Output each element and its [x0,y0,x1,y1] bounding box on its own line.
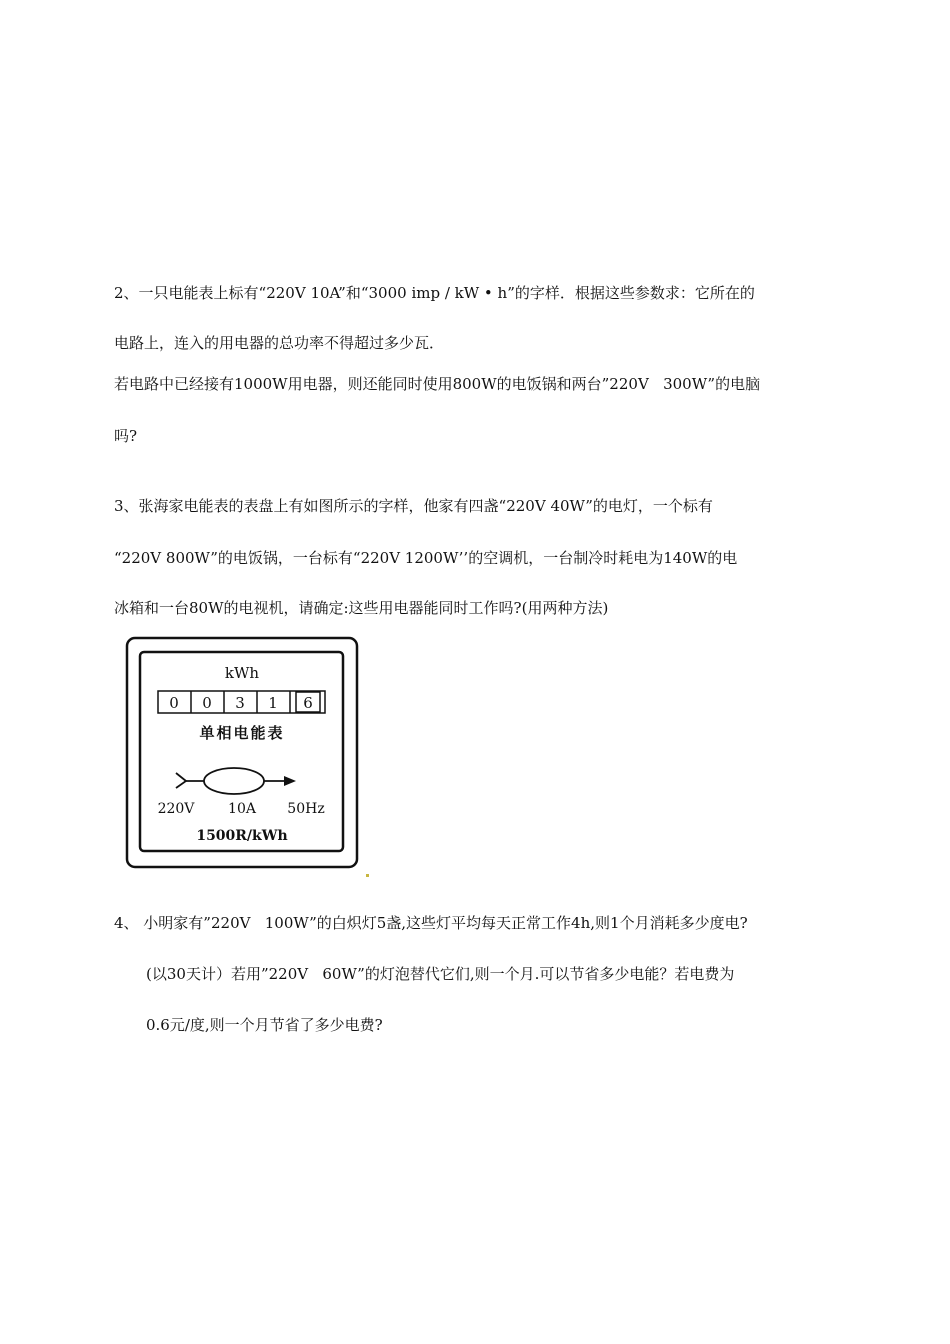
meter-voltage: 220V [157,801,195,817]
meter-frequency: 50Hz [287,801,325,817]
rotation-arrow-icon [176,768,296,794]
q4-line-2: (以30天计）若用”220V 60W”的灯泡替代它们,则一个月.可以节省多少电能？若电费为 [146,965,735,983]
energy-meter-figure [124,635,360,870]
q2-line-4: 吗? [114,427,138,445]
meter-digit-1: 0 [169,694,179,712]
q3-line-2: “220V 800W”的电饭锅，一台标有“220V 1200W’’的空调机，一台制冷时耗电为140W的电 [114,549,738,567]
meter-digit-5: 6 [303,694,313,712]
meter-unit: kWh [224,664,260,682]
meter-digit-2: 0 [202,694,212,712]
meter-digit-4: 1 [268,694,278,712]
q3-line-1: 3、张海家电能表的表盘上有如图所示的字样，他家有四盏“220V 40W”的电灯，一个标有 [114,497,713,515]
meter-constant: 1500R/kWh [196,828,288,844]
q4-line-3: 0.6元/度,则一个月节省了多少电费? [146,1016,383,1034]
q4-line-1: 4、 小明家有”220V 100W”的白炽灯5盏,这些灯平均每天正常工作4h,则1个月消耗多少度电? [114,914,748,932]
q3-line-3: 冰箱和一台80W的电视机，请确定:这些用电器能同时工作吗?(用两种方法) [114,599,609,617]
meter-current: 10A [228,801,256,817]
stray-mark [366,874,369,877]
q2-line-1: 2、一只电能表上标有“220V 10A”和“3000 imp / kW • h”的字样．根据这些参数求：它所在的 [114,284,755,302]
q2-line-2: 电路上，连入的用电器的总功率不得超过多少瓦． [114,334,445,352]
meter-digit-3: 3 [235,694,245,712]
q2-line-3: 若电路中已经接有1000W用电器，则还能同时使用800W的电饭锅和两台”220V 300W”的电脑 [114,375,761,393]
meter-name: 单相电能表 [199,724,285,742]
